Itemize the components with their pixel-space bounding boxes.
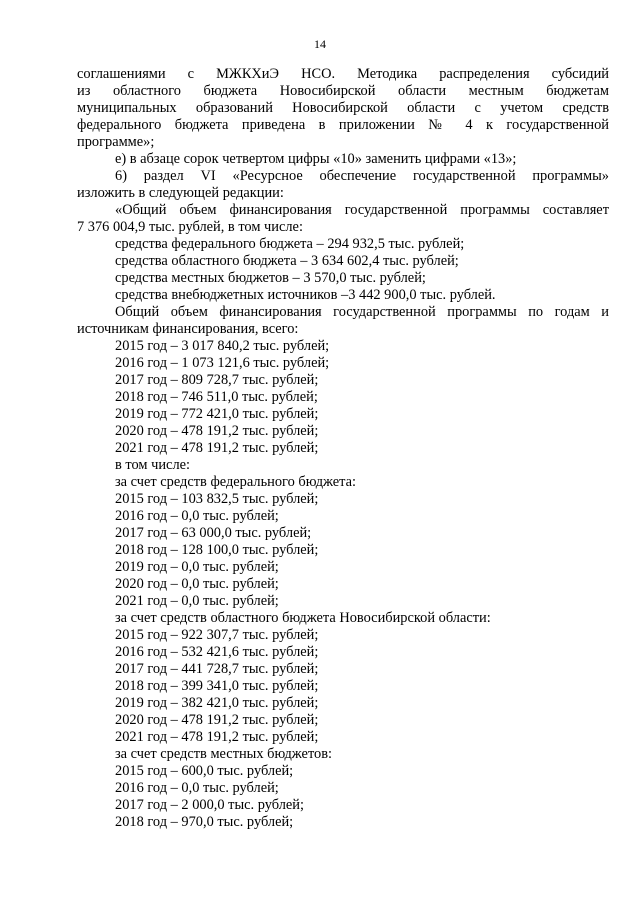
text-line: средства федерального бюджета – 294 932,5 тыс. рублей; <box>115 236 465 252</box>
text-line: 2016 год – 1 073 121,6 тыс. рублей; <box>115 355 330 371</box>
text-line: 2017 год – 63 000,0 тыс. рублей; <box>115 525 312 541</box>
text-line: 2020 год – 0,0 тыс. рублей; <box>115 576 279 592</box>
document-body <box>77 66 609 831</box>
text-line: 2017 год – 2 000,0 тыс. рублей; <box>115 797 304 813</box>
text-line: е) в абзаце сорок четвертом цифры «10» заменить цифрами «13»; <box>115 151 517 167</box>
text-line: средства внебюджетных источников –3 442 900,0 тыс. рублей. <box>115 287 496 303</box>
text-line: 2019 год – 0,0 тыс. рублей; <box>115 559 279 575</box>
text-line: 2016 год – 0,0 тыс. рублей; <box>115 508 279 524</box>
text-line: в том числе: <box>115 457 191 473</box>
text-line: 2020 год – 478 191,2 тыс. рублей; <box>115 423 319 439</box>
text-line: 2021 год – 478 191,2 тыс. рублей; <box>115 440 319 456</box>
text-line: 2015 год – 103 832,5 тыс. рублей; <box>115 491 319 507</box>
text-line: за счет средств областного бюджета Новосибирской области: <box>115 610 491 626</box>
text-line: средства местных бюджетов – 3 570,0 тыс. рублей; <box>115 270 426 286</box>
text-line: 2015 год – 922 307,7 тыс. рублей; <box>115 627 319 643</box>
text-line: Общий объем финансирования государственной программы по годам и <box>115 304 609 320</box>
text-line: федерального бюджета приведена в приложении № 4 к государственной <box>77 117 609 133</box>
text-line: за счет средств местных бюджетов: <box>115 746 333 762</box>
text-line: 2018 год – 970,0 тыс. рублей; <box>115 814 294 830</box>
text-line: 6) раздел VI «Ресурсное обеспечение государственной программы» <box>115 168 609 184</box>
text-line: 7 376 004,9 тыс. рублей, в том числе: <box>77 219 303 235</box>
text-line: 2017 год – 441 728,7 тыс. рублей; <box>115 661 319 677</box>
text-line: 2015 год – 3 017 840,2 тыс. рублей; <box>115 338 330 354</box>
text-line: за счет средств федерального бюджета: <box>115 474 357 490</box>
text-line: 2016 год – 532 421,6 тыс. рублей; <box>115 644 319 660</box>
text-line: соглашениями с МЖКХиЭ НСО. Методика распределения субсидий <box>77 66 609 82</box>
text-line: из областного бюджета Новосибирской области местным бюджетам <box>77 83 609 99</box>
text-line: 2018 год – 128 100,0 тыс. рублей; <box>115 542 319 558</box>
text-line: источникам финансирования, всего: <box>77 321 299 337</box>
text-line: 2019 год – 382 421,0 тыс. рублей; <box>115 695 319 711</box>
text-line: 2017 год – 809 728,7 тыс. рублей; <box>115 372 319 388</box>
text-line: «Общий объем финансирования государственной программы составляет <box>115 202 609 218</box>
text-line: 2016 год – 0,0 тыс. рублей; <box>115 780 279 796</box>
text-line: 2015 год – 600,0 тыс. рублей; <box>115 763 294 779</box>
text-line: изложить в следующей редакции: <box>77 185 284 201</box>
text-line: 2018 год – 746 511,0 тыс. рублей; <box>115 389 318 405</box>
text-line: 2021 год – 0,0 тыс. рублей; <box>115 593 279 609</box>
text-line: средства областного бюджета – 3 634 602,4 тыс. рублей; <box>115 253 459 269</box>
text-line: 2020 год – 478 191,2 тыс. рублей; <box>115 712 319 728</box>
text-line: муниципальных образований Новосибирской области с учетом средств <box>77 100 609 116</box>
page-number: 14 <box>314 37 326 51</box>
text-line: программе»; <box>77 134 155 150</box>
text-line: 2021 год – 478 191,2 тыс. рублей; <box>115 729 319 745</box>
text-line: 2019 год – 772 421,0 тыс. рублей; <box>115 406 319 422</box>
text-line: 2018 год – 399 341,0 тыс. рублей; <box>115 678 319 694</box>
